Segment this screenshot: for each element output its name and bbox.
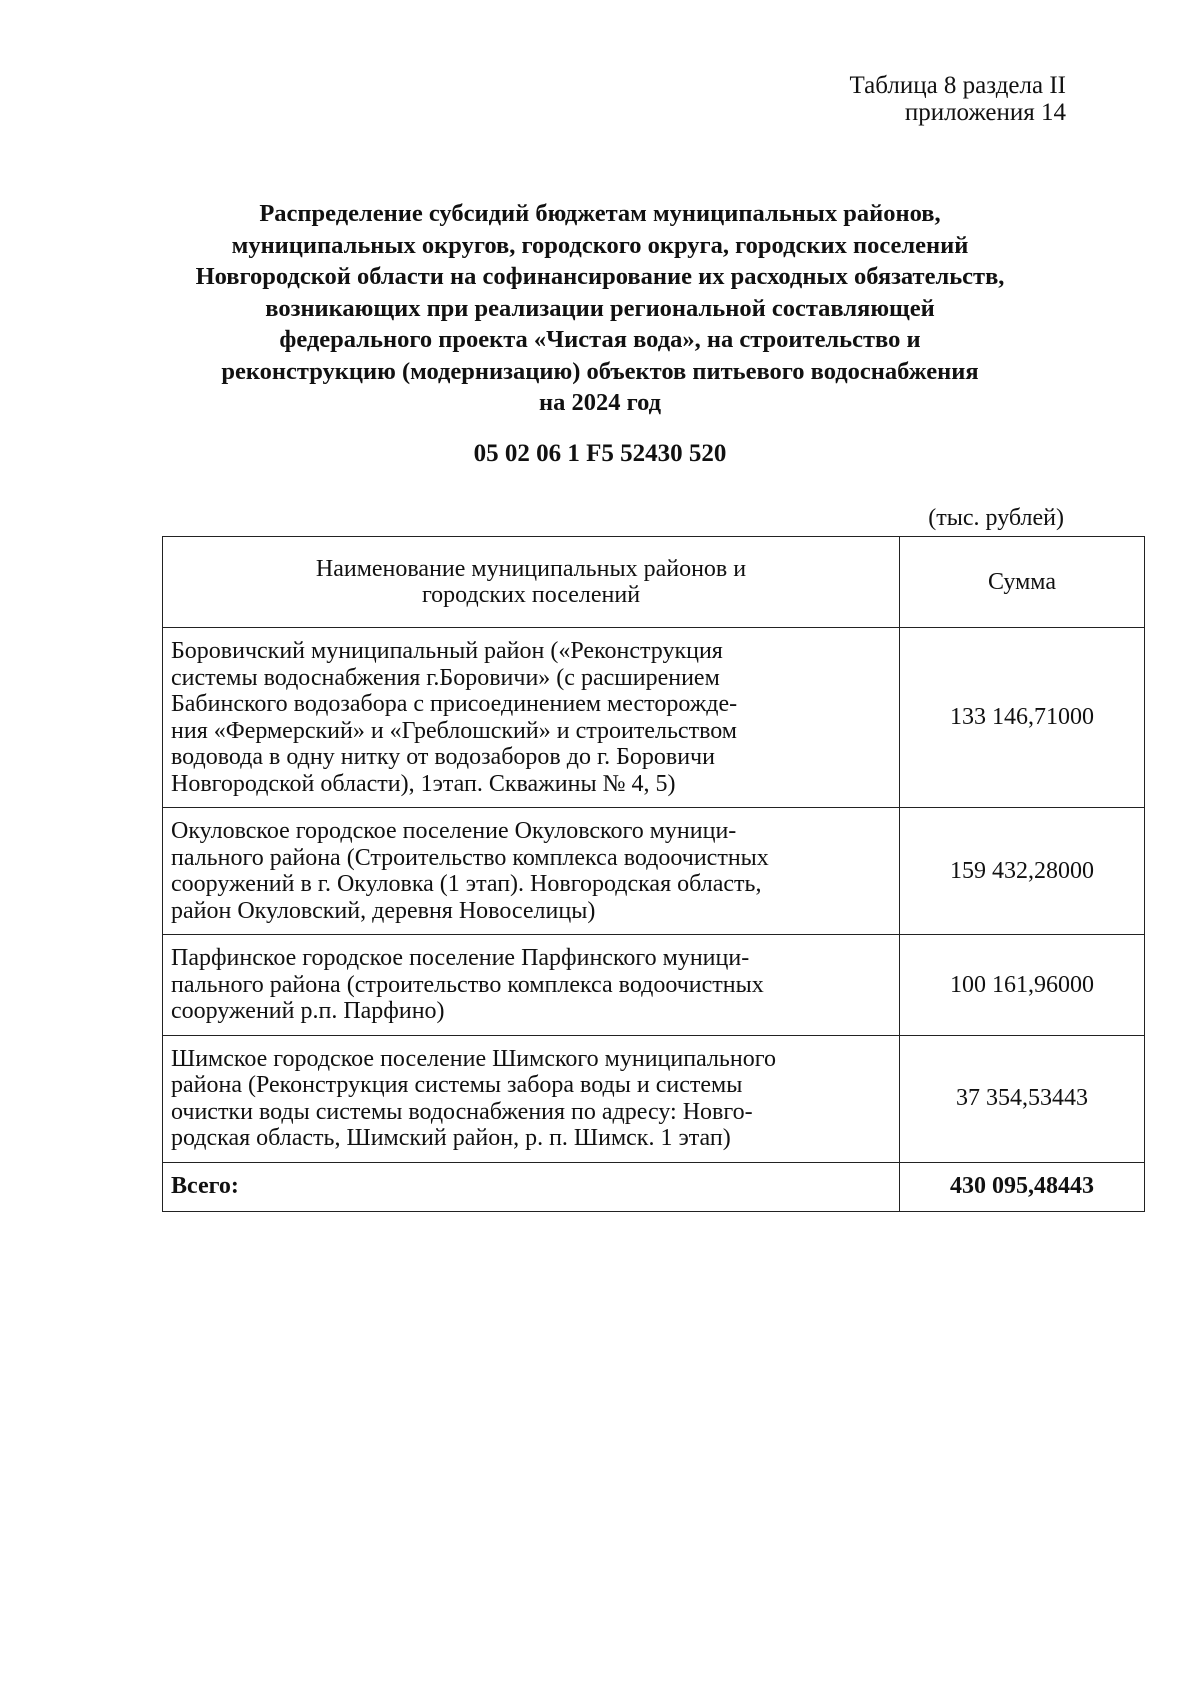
subsidy-table [162,536,1145,1212]
document-title [150,198,1050,419]
table-total-row [163,1162,1145,1211]
row-name-line: Парфинское городское поселение Парфинского муници- [171,945,750,971]
header-name-line: городских поселений [421,582,641,608]
row-name [163,808,900,935]
title-line: на 2024 год [538,389,662,416]
row-name [163,935,900,1036]
header-name-line: Наименование муниципальных районов и [315,555,747,582]
row-name [163,628,900,808]
title-line: муниципальных округов, городского округа, городских поселений [231,231,969,259]
row-name-line: района (Реконструкция системы забора воды и системы [171,1072,743,1098]
title-line: реконструкцию (модернизацию) объектов питьевого водоснабжения [221,357,979,385]
row-sum: 133 146,71000 [900,628,1145,808]
row-name-line: водовода в одну нитку от водозаборов до г. Боровичи [171,744,715,770]
row-name-line: Новгородской области), 1этап. Скважины № 4, 5) [171,770,676,797]
row-name-line: системы водоснабжения г.Боровичи» (с расширением [171,664,720,691]
row-name-line: Боровичский муниципальный район («Реконструкция [171,638,723,664]
table-row [163,628,1145,808]
total-label: Всего: [163,1162,900,1211]
table-row [163,935,1145,1036]
row-name-line: сооружений в г. Окуловка (1 этап). Новгородская область, [171,871,762,897]
budget-code: 05 02 06 1 F5 52430 520 [473,440,727,467]
units-label: (тыс. рублей) [928,505,1064,531]
row-name-line: ния «Фермерский» и «Греблошский» и строительством [171,717,737,744]
row-name-line: пального района (Строительство комплекса водоочистных [171,844,769,871]
reference-line-1: Таблица 8 раздела II [849,72,1066,99]
table-header-row [163,537,1145,628]
title-line: Распределение субсидий бюджетам муниципальных районов, [259,200,941,227]
row-name-line: родская область, Шимский район, р. п. Шимск. 1 этап) [171,1125,731,1151]
header-sum: Сумма [900,537,1145,628]
row-name-line: сооружений р.п. Парфино) [171,998,445,1024]
row-name-line: Окуловское городское поселение Окуловского муници- [171,818,737,844]
table-row [163,1035,1145,1162]
header-name [163,537,900,628]
reference-line-2: приложения 14 [904,99,1066,126]
title-line: Новгородской области на софинансирование их расходных обязательств, [195,263,1005,290]
row-sum: 159 432,28000 [900,808,1145,935]
total-sum: 430 095,48443 [900,1162,1145,1211]
title-line: федерального проекта «Чистая вода», на строительство и [279,326,921,353]
row-name [163,1035,900,1162]
row-name-line: очистки воды системы водоснабжения по адресу: Новго- [171,1098,753,1125]
row-sum: 100 161,96000 [900,935,1145,1036]
table-reference [850,72,1066,126]
row-name-line: Бабинского водозабора с присоединением месторожде- [171,691,738,717]
row-name-line: Шимское городское поселение Шимского муниципального [171,1045,776,1072]
title-line: возникающих при реализации региональной составляющей [265,294,935,322]
row-name-line: пального района (строительство комплекса водоочистных [171,971,764,998]
row-sum: 37 354,53443 [900,1035,1145,1162]
table-row [163,808,1145,935]
row-name-line: район Окуловский, деревня Новоселицы) [171,897,596,924]
